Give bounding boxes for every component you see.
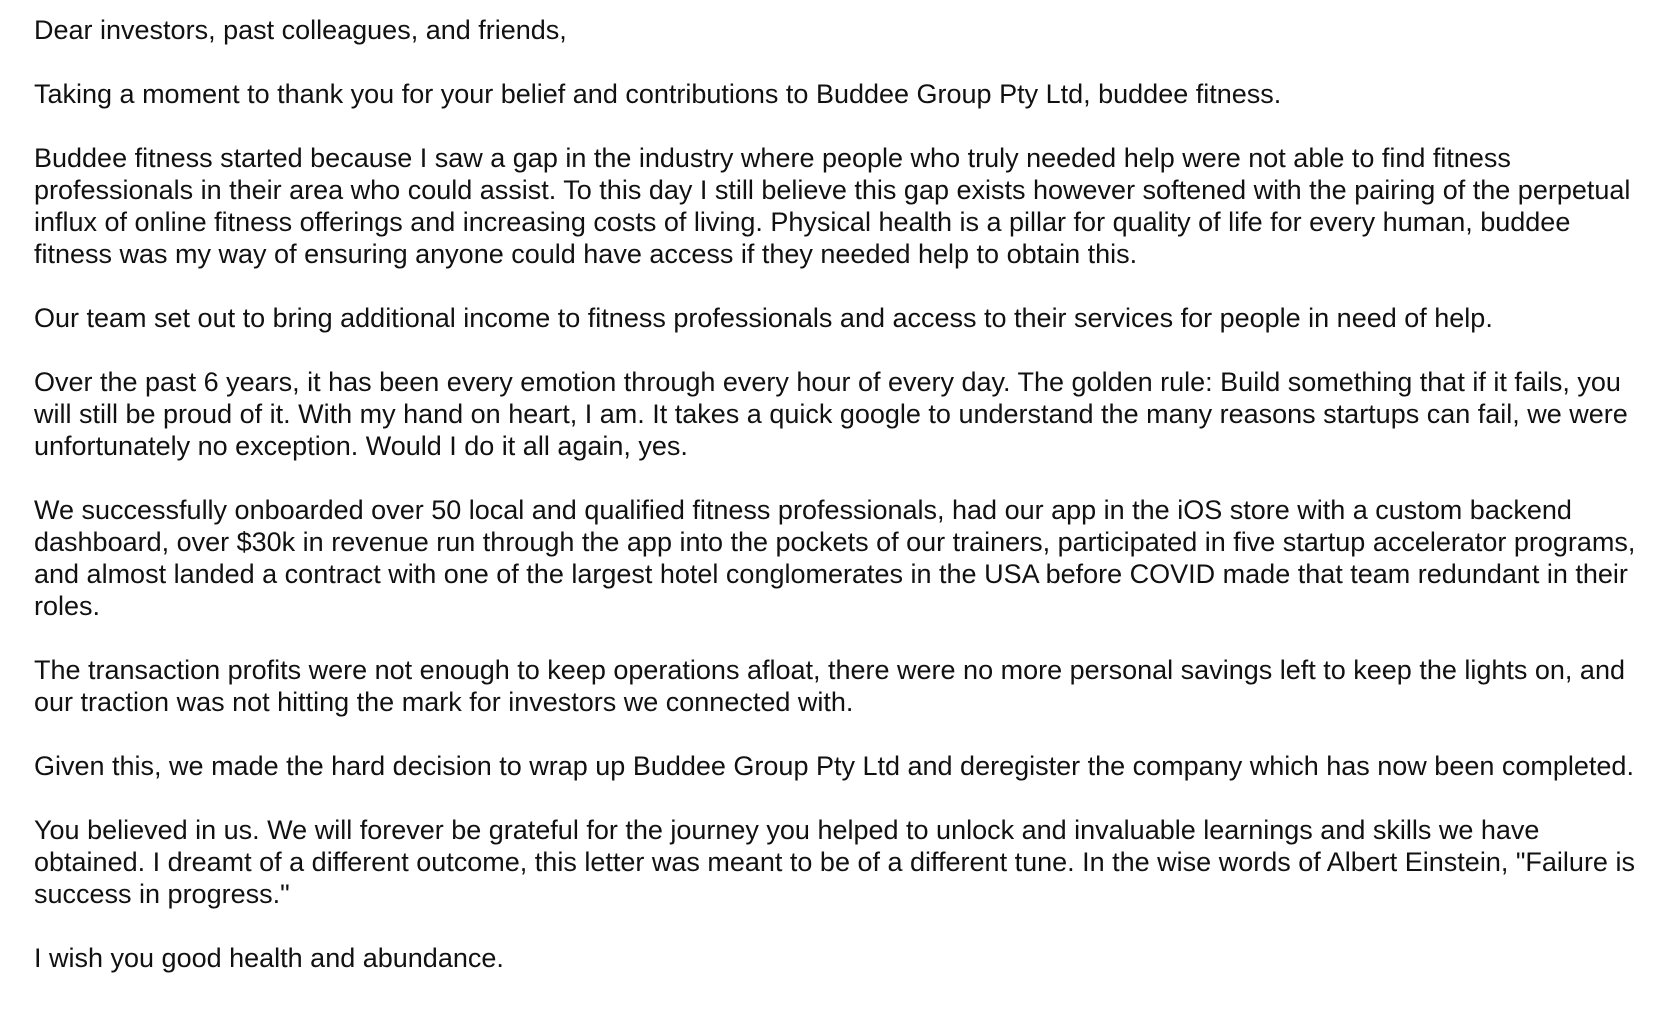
letter-salutation: Dear investors, past colleagues, and friends, xyxy=(34,15,567,45)
letter-closing: I wish you good health and abundance. xyxy=(34,943,504,973)
letter-paragraph: Given this, we made the hard decision to wrap up Buddee Group Pty Ltd and deregister the company which has now been completed. xyxy=(34,751,1634,781)
letter-paragraph: Our team set out to bring additional income to fitness professionals and access to their services for people in need of help. xyxy=(34,303,1493,333)
letter-paragraph: We successfully onboarded over 50 local and qualified fitness professionals, had our app in the iOS store with a custom backend dashboard, over $30k in revenue run through the app into the pockets of our trainers, participated in five startup accelerator programs, and almost landed a contract with one of the largest hotel conglomerates in the USA before COVID made that team redundant in their roles. xyxy=(34,495,1636,621)
letter-paragraph: The transaction profits were not enough to keep operations afloat, there were no more personal savings left to keep the lights on, and our traction was not hitting the mark for investors we connected with. xyxy=(34,655,1625,717)
letter-paragraph: Over the past 6 years, it has been every emotion through every hour of every day. The golden rule: Build something that if it fails, you will still be proud of it. With my hand on heart, I am. It takes a quick google to understand the many reasons startups can fail, we were unfortunately no exception. Would I do it all again, yes. xyxy=(34,367,1628,461)
letter-paragraph: Taking a moment to thank you for your belief and contributions to Buddee Group Pty Ltd, buddee fitness. xyxy=(34,79,1282,109)
letter-paragraph: You believed in us. We will forever be grateful for the journey you helped to unlock and invaluable learnings and skills we have obtained. I dreamt of a different outcome, this letter was meant to be of a different tune. In the wise words of Albert Einstein, "Failure is success in progress." xyxy=(34,815,1635,909)
letter-paragraph: Buddee fitness started because I saw a gap in the industry where people who truly needed help were not able to find fitness professionals in their area who could assist. To this day I still believe this gap exists however softened with the pairing of the perpetual influx of online fitness offerings and increasing costs of living. Physical health is a pillar for quality of life for every human, buddee fitness was my way of ensuring anyone could have access if they needed help to obtain this. xyxy=(34,143,1631,269)
